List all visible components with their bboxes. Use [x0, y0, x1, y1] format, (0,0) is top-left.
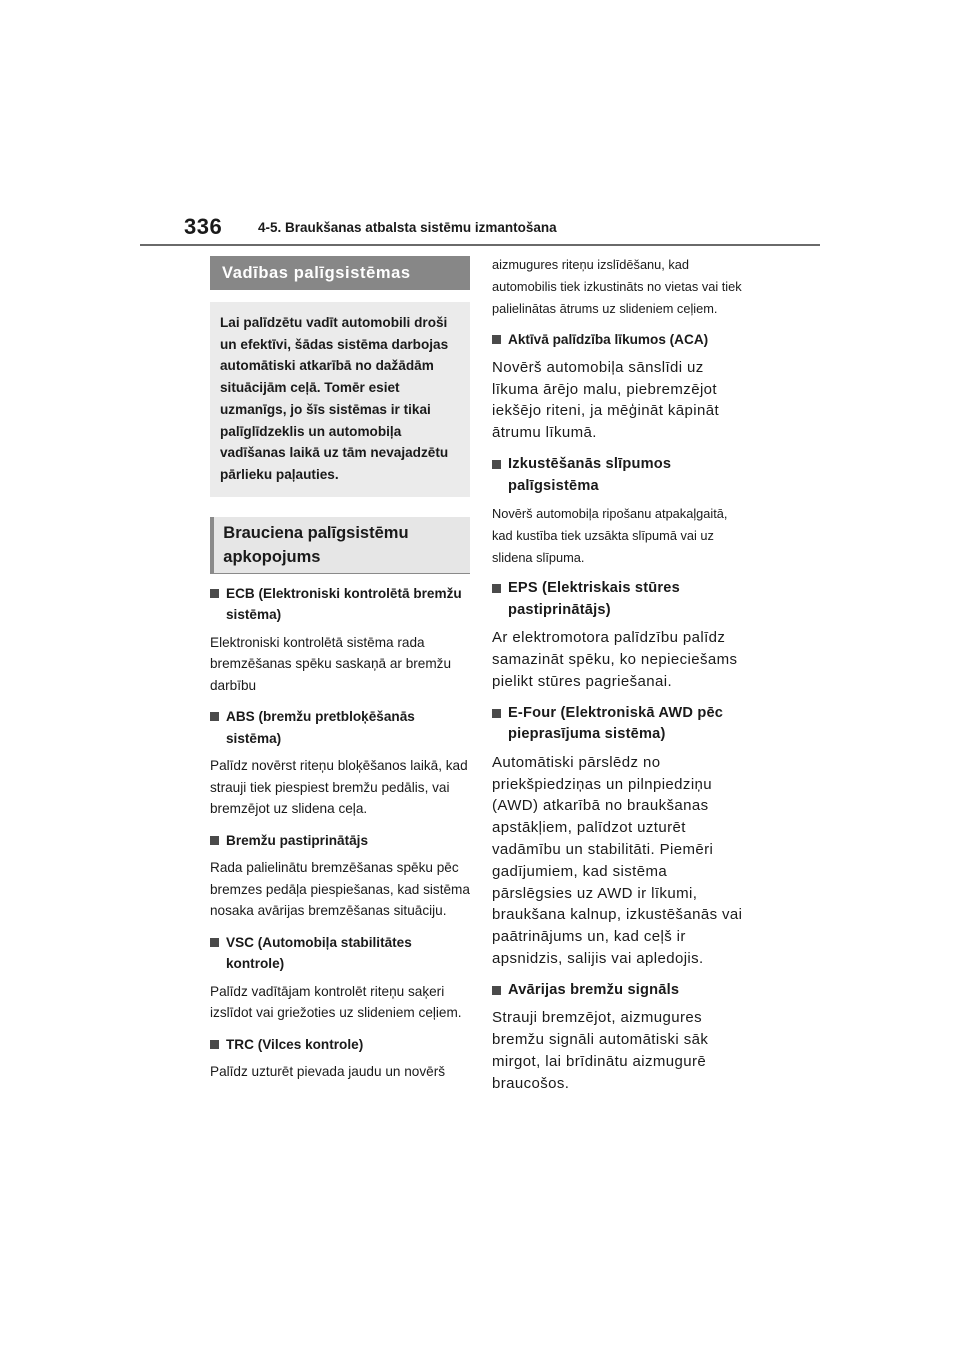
summary-title: Brauciena palīgsistēmu apkopojums [223, 523, 409, 566]
item-body: Automātiski pārslēdz no priekšpiedziņas un pilnpiedziņu (AWD) atkarībā no braukšanas apstākļiem, palīdzot uzturēt vadāmību un stabilitāti. Piemēri gadījumiem, kad sistēma pārslēgsies uz AWD ir līkumi, braukšana kalnup, izkustēšanās vai paātrinājums un, kad ceļš ir apsnidzis, salijis vai apledojis. [492, 753, 743, 968]
item-title: EPS (Elektriskais stūres pastiprinātājs) [508, 580, 680, 618]
item-body: Strauji bremzējot, aizmugures bremžu signāli automātiski sāk mirgot, lai brīdinātu aizmugurē braucošos. [492, 1009, 709, 1092]
bullet-square-icon [492, 709, 501, 718]
item-body: Rada palielinātu bremzēšanas spēku pēc bremzes pedāļa piespiešanas, kad sistēma nosaka avārijas bremzēšanas situāciju. [210, 860, 470, 919]
item-trc [210, 1034, 470, 1083]
bullet-square-icon [492, 335, 501, 344]
bullet-square-icon [210, 836, 219, 845]
header-rule [140, 244, 820, 246]
bullet-square-icon [492, 584, 501, 593]
item-ecb [210, 583, 470, 697]
intro-box: Lai palīdzētu vadīt automobili droši un efektīvi, šādas sistēma darbojas automātiski atkarībā no dažādām situācijām ceļā. Tomēr esiet uzmanīgs, jo šīs sistēmas ir tikai palīglīdzeklis un automobiļa vadīšanas laikā uz tām nevajadzētu pārlieku paļauties. [210, 302, 470, 497]
summary-heading [210, 517, 470, 573]
item-body: Novērš automobiļa sānslīdi uz līkuma ārējo malu, piebremzējot iekšējo riteni, ja mēģināt kāpināt ātrumu līkumā. [492, 358, 720, 442]
item-title: ECB (Elektroniski kontrolētā bremžu sistēma) [226, 585, 462, 623]
bullet-square-icon [210, 938, 219, 947]
bullet-square-icon [210, 589, 219, 598]
summary-rule [210, 573, 470, 574]
item-hill-start [492, 454, 748, 568]
item-body: Elektroniski kontrolētā sistēma rada bremzēšanas spēku saskaņā ar bremžu darbību [210, 634, 452, 693]
bullet-square-icon [210, 712, 219, 721]
section-title: Vadības palīgsistēmas [210, 256, 470, 290]
item-title: E-Four (Elektroniskā AWD pēc pieprasījuma sistēma) [508, 704, 724, 743]
item-vsc [210, 932, 470, 1024]
item-brake-assist [210, 830, 470, 922]
page-number: 336 [184, 214, 223, 239]
page-header [140, 214, 820, 248]
item-body: Palīdz uzturēt pievada jaudu un novērš [210, 1064, 446, 1080]
chapter-title: 4-5. Braukšanas atbalsta sistēmu izmantošana [258, 220, 557, 235]
item-body: Palīdz novērst riteņu bloķēšanos laikā, kad strauji tiek piespiest bremžu pedālis, vai bremzējot uz slidena ceļa. [210, 758, 468, 817]
item-emergency-brake-signal [492, 980, 748, 1095]
left-column [210, 256, 470, 1093]
item-eps [492, 578, 748, 692]
item-body: Novērš automobiļa ripošanu atpakaļgaitā, kad kustība tiek uzsākta slīpumā vai uz slidena slīpuma. [492, 506, 728, 565]
bullet-square-icon [210, 1040, 219, 1049]
item-abs [210, 706, 470, 820]
continuation-text: aizmugures riteņu izslīdēšanu, kad automobilis tiek izkustināts no vietas vai tiek palielinātas ātrums uz slideniem ceļiem. [492, 257, 742, 316]
right-column [492, 254, 748, 1105]
item-title: ABS (bremžu pretbloķēšanās sistēma) [226, 709, 415, 746]
item-e-four [492, 703, 748, 970]
item-aca [492, 329, 748, 444]
item-title: Bremžu pastiprinātājs [226, 832, 369, 848]
item-title: Izkustēšanās slīpumos palīgsistēma [508, 456, 672, 494]
item-title: Avārijas bremžu signāls [508, 981, 680, 998]
bullet-square-icon [492, 986, 501, 995]
bullet-square-icon [492, 460, 501, 469]
item-title: VSC (Automobiļa stabilitātes kontrole) [226, 934, 412, 972]
item-body: Palīdz vadītājam kontrolēt riteņu saķeri izslīdot vai griežoties uz slideniem ceļiem. [210, 983, 462, 1021]
item-title: TRC (Vilces kontrole) [226, 1036, 364, 1052]
item-body: Ar elektromotora palīdzību palīdz samazināt spēku, ko nepieciešams pielikt stūres pagriešanai. [492, 629, 738, 691]
item-title: Aktīvā palīdzība līkumos (ACA) [508, 332, 709, 348]
